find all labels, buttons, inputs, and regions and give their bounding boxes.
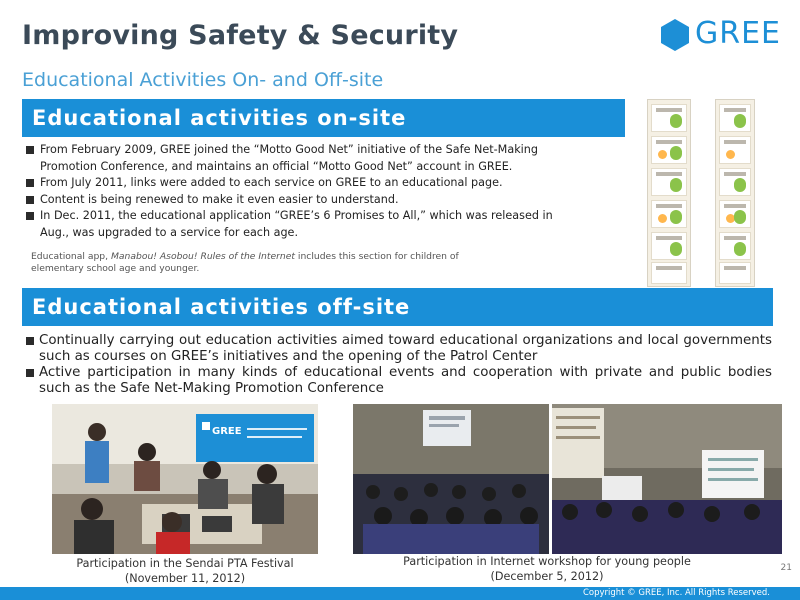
photo-internet-workshop-presentation	[552, 404, 782, 554]
slide-title: Improving Safety & Security	[22, 20, 459, 51]
logo-text: GREE	[695, 16, 782, 51]
onsite-bullet: In Dec. 2011, the educational application “GREE’s 6 Promises to All,” which was released in Aug., was upgraded to a service for each age.	[22, 208, 582, 241]
photo-sendai-pta-festival	[52, 404, 318, 554]
photo-internet-workshop-hall	[353, 404, 549, 554]
educational-app-note: Educational app, Manabou! Asobou! Rules of the Internet includes this section for children of elementary school age and younger.	[31, 251, 459, 274]
caption-sendai-pta: Participation in the Sendai PTA Festival (November 11, 2012)	[76, 557, 294, 585]
offsite-bullet-list	[22, 333, 772, 397]
page-number: 21	[780, 563, 792, 573]
bullet-square-icon	[26, 337, 34, 345]
app-screenshot-right	[715, 99, 755, 287]
banner-brand: GREE	[212, 426, 242, 437]
offsite-bullet: Continually carrying out education activities aimed toward educational organizations and local governments such as courses on GREE’s initiatives and the opening of the Patrol Center	[22, 333, 772, 365]
app-name: Manabou! Asobou! Rules of the Internet	[110, 251, 295, 262]
onsite-bullet: Content is being renewed to make it even easier to understand.	[22, 192, 582, 209]
gree-logo	[660, 18, 780, 54]
bullet-square-icon	[26, 146, 34, 154]
onsite-bullet: From July 2011, links were added to each service on GREE to an educational page.	[22, 175, 582, 192]
offsite-bullet: Active participation in many kinds of educational events and cooperation with private and public bodies such as the Safe Net-Making Promotion Conference	[22, 365, 772, 397]
hexagon-logo-icon	[660, 18, 690, 52]
copyright-text: Copyright © GREE, Inc. All Rights Reserved.	[582, 588, 770, 598]
onsite-bullet-list	[22, 142, 582, 241]
slide-subtitle: Educational Activities On- and Off-site	[22, 69, 384, 91]
bullet-square-icon	[26, 196, 34, 204]
bullet-square-icon	[26, 212, 34, 220]
onsite-bullet: From February 2009, GREE joined the “Motto Good Net” initiative of the Safe Net-Making Promotion Conference, and maintains an official “Motto Good Net” account in GREE.	[22, 142, 582, 175]
onsite-heading: Educational activities on-site	[22, 99, 625, 137]
footer-bar	[0, 587, 800, 600]
bullet-square-icon	[26, 369, 34, 377]
bullet-square-icon	[26, 179, 34, 187]
offsite-heading: Educational activities off-site	[22, 288, 773, 326]
caption-internet-workshop: Participation in Internet workshop for young people (December 5, 2012)	[403, 555, 691, 583]
app-screenshot-left	[647, 99, 691, 287]
